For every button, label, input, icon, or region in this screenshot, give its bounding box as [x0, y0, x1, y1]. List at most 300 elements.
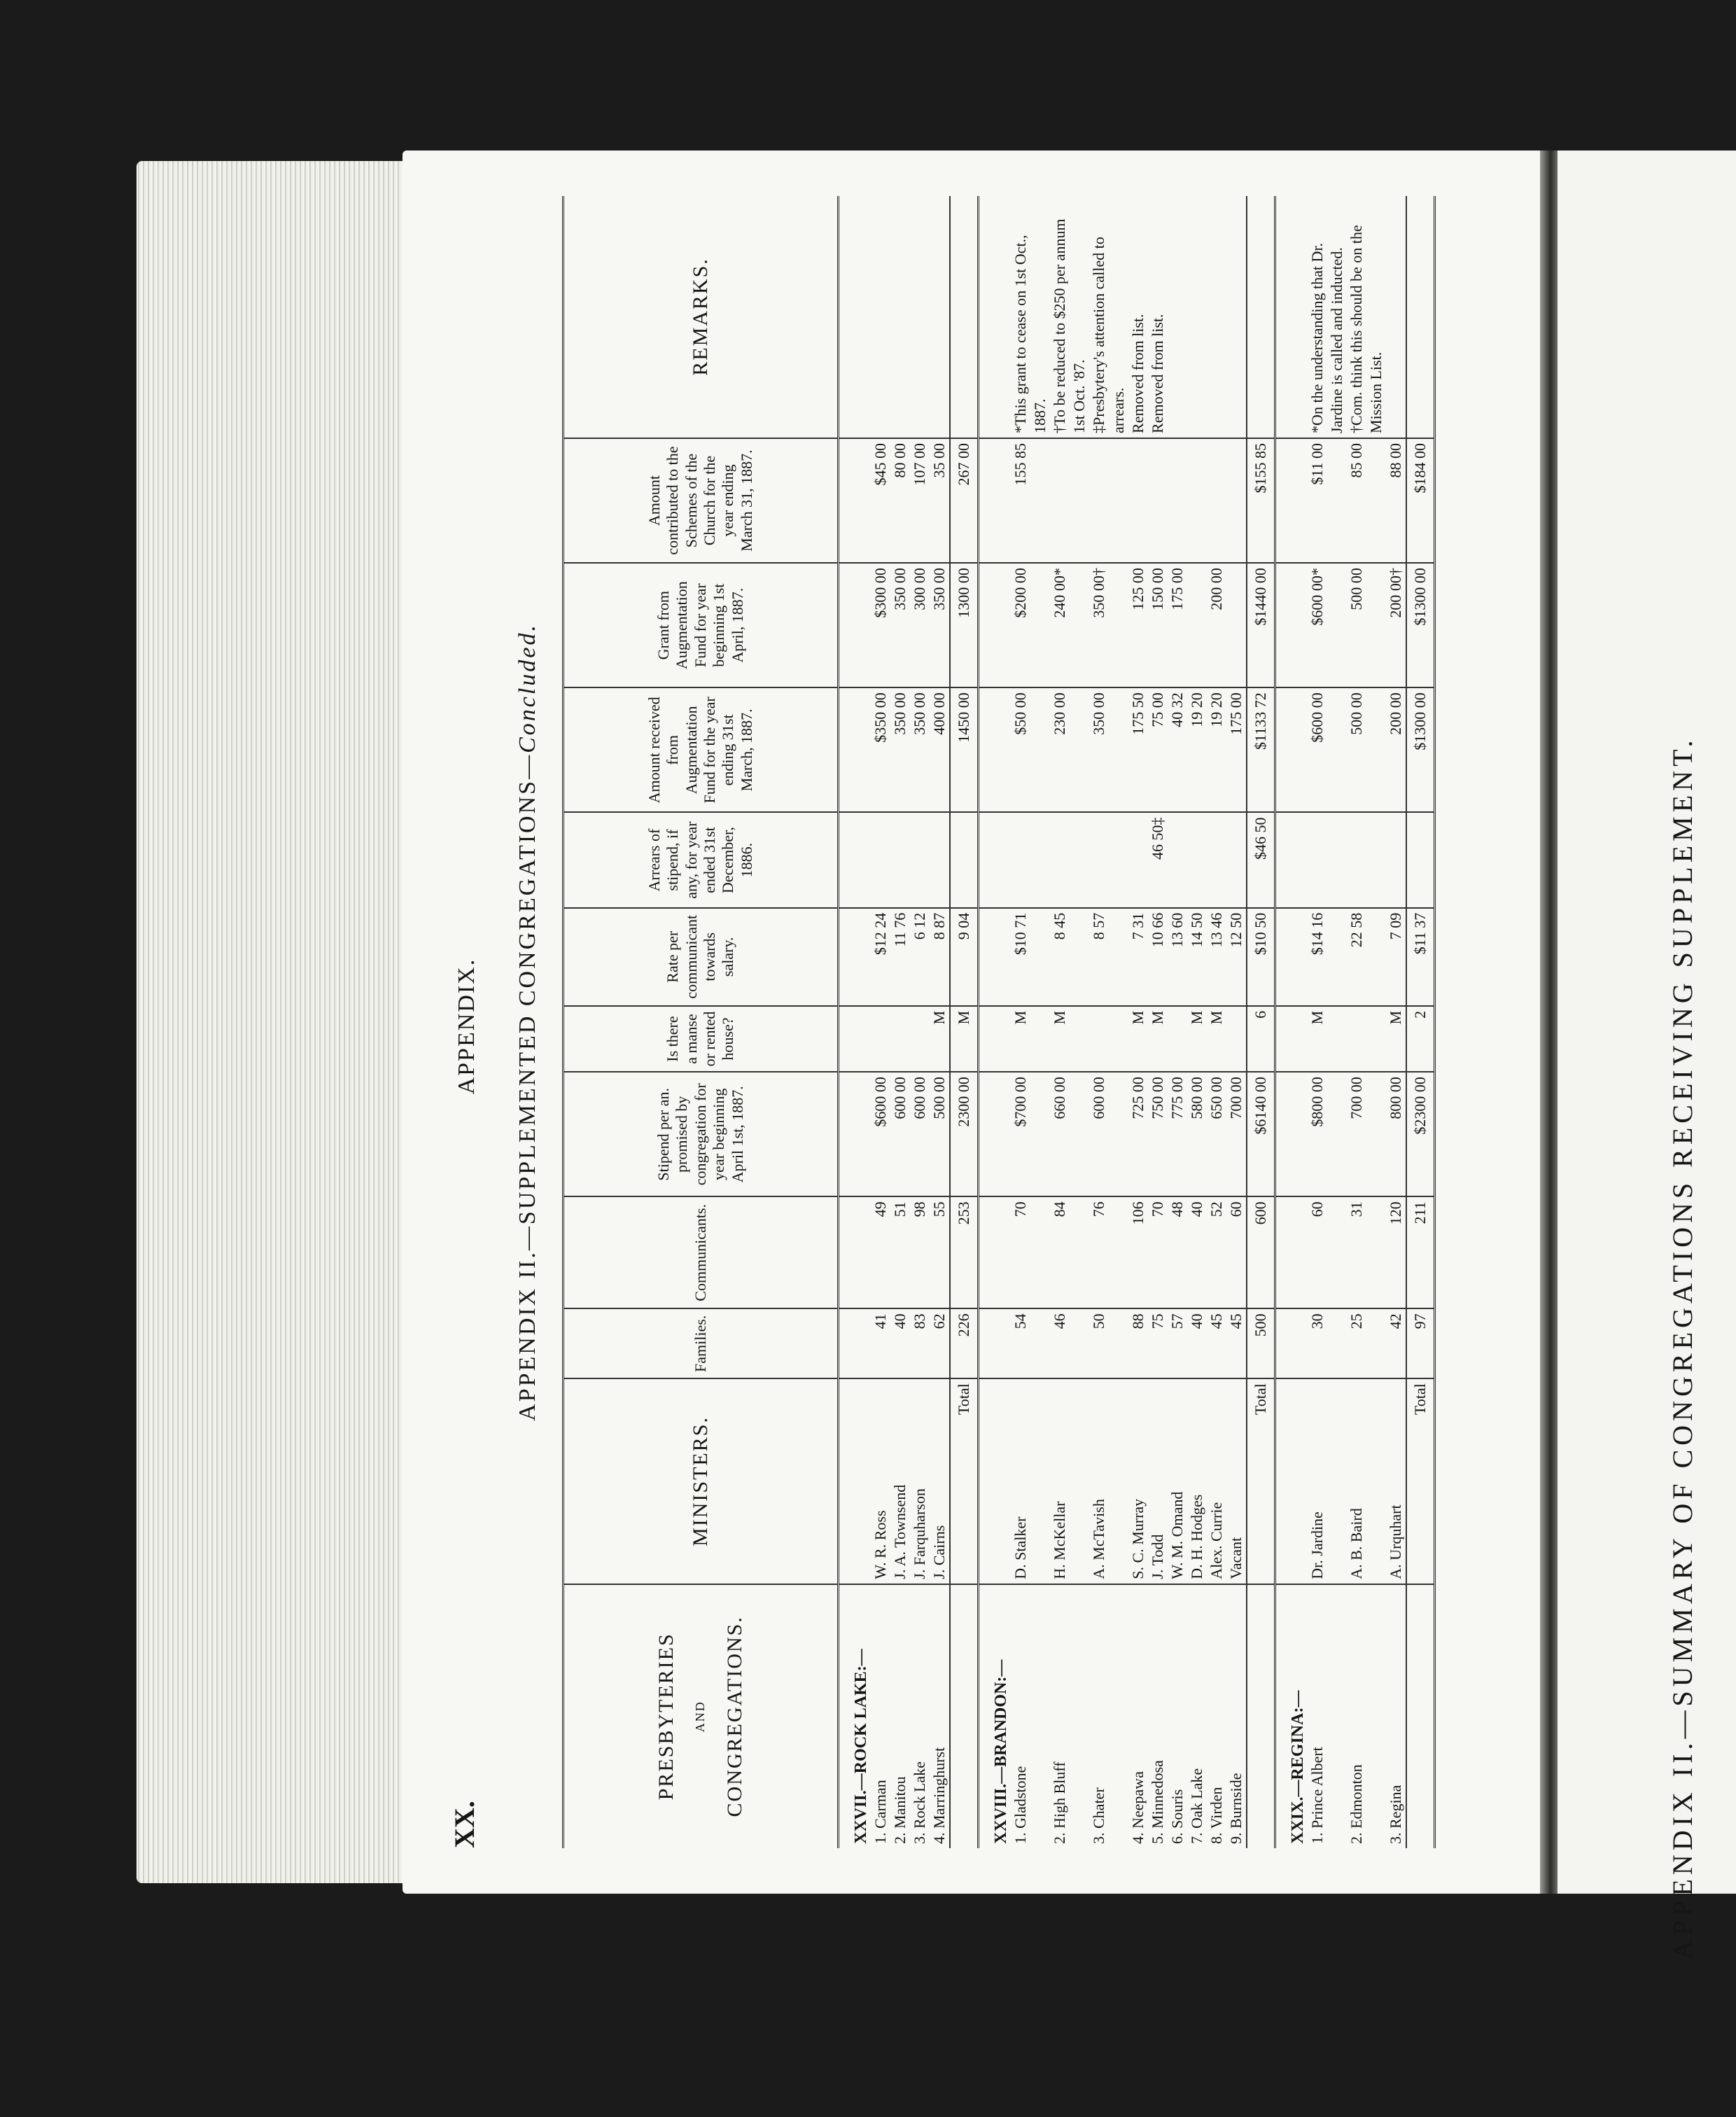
empty-cell [839, 1072, 872, 1196]
cell-communicants: 106 [1128, 1196, 1148, 1308]
total-grant: $1300 00 [1406, 563, 1435, 687]
col-manse: Is there a manse or rented house? [564, 1006, 839, 1072]
cell-contributed: 80 00 [890, 438, 910, 563]
table-row [1347, 196, 1386, 1848]
remark-cell: †To be reduced to $250 per annum 1st Oct. '87. [1050, 196, 1089, 438]
table-row [1226, 196, 1247, 1848]
col-presbyteries: PRESBYTERIES AND CONGREGATIONS. [564, 1584, 839, 1848]
cell-received: 350 00 [890, 687, 910, 812]
presbytery-heading-row [1275, 196, 1308, 1848]
empty-cell [979, 1196, 1011, 1308]
total-grant: 1300 00 [950, 563, 979, 687]
header-row [564, 196, 839, 1848]
cell-received: 200 00 [1386, 687, 1406, 812]
total-spacer [950, 1584, 979, 1848]
cell-arrears [1187, 812, 1207, 907]
remark-cell [1226, 196, 1247, 438]
cell-families: 54 [1011, 1308, 1050, 1378]
minister-name: A. B. Baird [1347, 1378, 1386, 1584]
empty-cell [839, 1196, 872, 1308]
congregation-name: 4. Neepawa [1129, 1771, 1147, 1844]
cell-arrears [910, 812, 930, 907]
cell-contributed [1128, 438, 1148, 563]
total-communicants: 600 [1247, 1196, 1275, 1308]
congregation-name: 1. Carman [872, 1780, 889, 1844]
minister-name: J. Cairns [930, 1378, 950, 1584]
total-rate: $11 37 [1406, 908, 1435, 1006]
congregation-name: 3. Chater [1090, 1787, 1107, 1844]
cell-stipend: 660 00 [1050, 1072, 1089, 1196]
total-communicants: 253 [950, 1196, 979, 1308]
total-spacer [1406, 1584, 1435, 1848]
empty-cell [839, 1006, 872, 1072]
total-row [1247, 196, 1275, 1848]
cell-stipend: $600 00 [871, 1072, 890, 1196]
empty-cell [979, 438, 1011, 563]
minister-name: A. Urquhart [1386, 1378, 1406, 1584]
empty-cell [1275, 196, 1308, 438]
cell-families: 40 [1187, 1308, 1207, 1378]
cell-arrears [1168, 812, 1187, 907]
cell-grant: $300 00 [871, 563, 890, 687]
remark-cell [871, 196, 890, 438]
cell-manse [890, 1006, 910, 1072]
empty-cell [979, 1308, 1011, 1378]
empty-cell [1275, 563, 1308, 687]
empty-cell [979, 1378, 1011, 1584]
remark-cell: †Com. think this should be on the Mission List. [1347, 196, 1386, 438]
cell-arrears [1386, 812, 1406, 907]
presbytery-heading-row [979, 196, 1011, 1848]
table-row [930, 196, 950, 1848]
total-manse: 2 [1406, 1006, 1435, 1072]
minister-name: J. Todd [1148, 1378, 1168, 1584]
minister-name: H. McKellar [1050, 1378, 1089, 1584]
col-communicants: Communicants. [564, 1196, 839, 1308]
cell-manse: M [1050, 1006, 1089, 1072]
cell-arrears [1050, 812, 1089, 907]
empty-cell [839, 1308, 872, 1378]
minister-name: A. McTavish [1089, 1378, 1128, 1584]
remark-cell: ‡Presbytery's attention called to arrears. [1089, 196, 1128, 438]
cell-stipend: $700 00 [1011, 1072, 1050, 1196]
cell-families: 45 [1207, 1308, 1226, 1378]
congregation-name: 7. Oak Lake [1188, 1768, 1205, 1844]
congregation-name: 1. Prince Albert [1308, 1747, 1326, 1844]
cell-stipend: 600 00 [1089, 1072, 1128, 1196]
cell-received: 500 00 [1347, 687, 1386, 812]
cell-manse [1168, 1006, 1187, 1072]
empty-cell [1275, 908, 1308, 1006]
cell-grant: $600 00* [1308, 563, 1347, 687]
congregation-name: 8. Virden [1208, 1787, 1225, 1844]
cell-rate: 11 76 [890, 908, 910, 1006]
cell-families: 50 [1089, 1308, 1128, 1378]
cell-contributed: 88 00 [1386, 438, 1406, 563]
total-remark-cell [1406, 196, 1435, 438]
cell-stipend: 600 00 [910, 1072, 930, 1196]
cell-rate: 13 60 [1168, 908, 1187, 1006]
cell-communicants: 76 [1089, 1196, 1128, 1308]
cell-stipend: 700 00 [1347, 1072, 1386, 1196]
cell-manse [1089, 1006, 1128, 1072]
cell-manse [871, 1006, 890, 1072]
cell-manse: M [1386, 1006, 1406, 1072]
table-row [1308, 196, 1347, 1848]
cell-grant: 125 00 [1128, 563, 1148, 687]
cell-communicants: 70 [1011, 1196, 1050, 1308]
cell-communicants: 52 [1207, 1196, 1226, 1308]
cell-grant: 240 00* [1050, 563, 1089, 687]
cell-received: 75 00 [1148, 687, 1168, 812]
cell-stipend: 650 00 [1207, 1072, 1226, 1196]
cell-manse: M [1207, 1006, 1226, 1072]
total-grant: $1440 00 [1247, 563, 1275, 687]
presbytery-heading: XXVIII.—BRANDON:— [992, 1659, 1010, 1844]
cell-received: 40 32 [1168, 687, 1187, 812]
cell-contributed: 107 00 [910, 438, 930, 563]
remark-cell [1386, 196, 1406, 438]
total-remark-cell [1247, 196, 1275, 438]
total-rate: $10 50 [1247, 908, 1275, 1006]
empty-cell [1275, 438, 1308, 563]
cell-manse: M [1128, 1006, 1148, 1072]
table-row [871, 196, 890, 1848]
minister-name: D. Stalker [1011, 1378, 1050, 1584]
page-header [448, 196, 486, 1848]
cell-grant: 200 00 [1207, 563, 1226, 687]
cell-stipend: 750 00 [1148, 1072, 1168, 1196]
table-row [1128, 196, 1148, 1848]
col-grant: Grant from Augmentation Fund for year beginning 1st April, 1887. [564, 563, 839, 687]
cell-rate: 8 57 [1089, 908, 1128, 1006]
cell-rate: 22 58 [1347, 908, 1386, 1006]
congregation-name: 4. Marringhurst [930, 1747, 948, 1844]
cell-arrears: 46 50‡ [1148, 812, 1168, 907]
cell-communicants: 40 [1187, 1196, 1207, 1308]
table-title-main: APPENDIX II.—SUPPLEMENTED CONGREGATIONS— [514, 753, 540, 1421]
cell-families: 88 [1128, 1308, 1148, 1378]
cell-arrears [930, 812, 950, 907]
cell-contributed: 35 00 [930, 438, 950, 563]
table-row [1050, 196, 1089, 1848]
cell-manse: M [1148, 1006, 1168, 1072]
cell-communicants: 84 [1050, 1196, 1089, 1308]
col-received: Amount received from Augmentation Fund for the year ending 31st March, 1887. [564, 687, 839, 812]
cell-arrears [1308, 812, 1347, 907]
total-label: Total [1247, 1378, 1275, 1584]
remark-cell [890, 196, 910, 438]
cell-grant: 350 00 [930, 563, 950, 687]
total-communicants: 211 [1406, 1196, 1435, 1308]
cell-received: 350 00 [1089, 687, 1128, 812]
cell-contributed [1050, 438, 1089, 563]
minister-name: S. C. Murray [1128, 1378, 1148, 1584]
empty-cell [979, 812, 1011, 907]
cell-communicants: 51 [890, 1196, 910, 1308]
empty-cell [839, 812, 872, 907]
col-rate: Rate per communicant towards salary. [564, 908, 839, 1006]
cell-communicants: 55 [930, 1196, 950, 1308]
remark-cell [1207, 196, 1226, 438]
cell-manse [1226, 1006, 1247, 1072]
empty-cell [839, 196, 872, 438]
cell-contributed [1148, 438, 1168, 563]
cell-families: 42 [1386, 1308, 1406, 1378]
cell-grant: $200 00 [1011, 563, 1050, 687]
cell-stipend: $800 00 [1308, 1072, 1347, 1196]
cell-stipend: 580 00 [1187, 1072, 1207, 1196]
empty-cell [839, 687, 872, 812]
empty-cell [839, 1378, 872, 1584]
cell-grant [1226, 563, 1247, 687]
empty-cell [979, 563, 1011, 687]
cell-contributed [1226, 438, 1247, 563]
total-manse: M [950, 1006, 979, 1072]
cell-arrears [890, 812, 910, 907]
cell-received: 175 50 [1128, 687, 1148, 812]
table-row [1207, 196, 1226, 1848]
col-remarks: REMARKS. [564, 196, 839, 438]
cell-arrears [1207, 812, 1226, 907]
presbytery-heading: XXVII.—ROCK LAKE:— [852, 1649, 870, 1844]
cell-families: 40 [890, 1308, 910, 1378]
col-contributed: Amount contributed to the Schemes of the Church for the year ending March 31, 1887. [564, 438, 839, 563]
total-label: Total [950, 1378, 979, 1584]
total-spacer [1247, 1584, 1275, 1848]
cell-contributed [1168, 438, 1187, 563]
cell-contributed [1089, 438, 1128, 563]
supplemented-congregations-table [562, 196, 1436, 1848]
col-arrears: Arrears of stipend, if any, for year ended 31st December, 1886. [564, 812, 839, 907]
cell-rate: 14 50 [1187, 908, 1207, 1006]
cell-received: 350 00 [910, 687, 930, 812]
cell-families: 46 [1050, 1308, 1089, 1378]
cell-grant: 350 00† [1089, 563, 1128, 687]
congregation-name: 2. Manitou [891, 1776, 909, 1844]
table-row [910, 196, 930, 1848]
table-row [890, 196, 910, 1848]
empty-cell [1275, 687, 1308, 812]
total-remark-cell [950, 196, 979, 438]
col-families: Families. [564, 1308, 839, 1378]
congregation-name: 6. Souris [1168, 1789, 1186, 1844]
rotated-table-sheet [448, 168, 1484, 1876]
presbytery-heading: XXIX.—REGINA:— [1289, 1690, 1307, 1844]
empty-cell [979, 1072, 1011, 1196]
next-table-title: APPENDIX II.—SUMMARY OF CONGREGATIONS RECEIVING SUPPLEMENT. [1667, 736, 1698, 1960]
cell-rate: 7 09 [1386, 908, 1406, 1006]
right-page [1558, 151, 1736, 1894]
cell-contributed: 155 85 [1011, 438, 1050, 563]
cell-families: 57 [1168, 1308, 1187, 1378]
cell-manse [910, 1006, 930, 1072]
cell-arrears [871, 812, 890, 907]
total-families: 500 [1247, 1308, 1275, 1378]
total-rate: 9 04 [950, 908, 979, 1006]
cell-contributed [1187, 438, 1207, 563]
cell-communicants: 70 [1148, 1196, 1168, 1308]
cell-contributed: $11 00 [1308, 438, 1347, 563]
congregation-name: 5. Minnedosa [1149, 1760, 1166, 1844]
empty-cell [1275, 1196, 1308, 1308]
minister-name: W. R. Ross [871, 1378, 890, 1584]
total-label: Total [1406, 1378, 1435, 1584]
cell-families: 25 [1347, 1308, 1386, 1378]
cell-arrears [1226, 812, 1247, 907]
cell-arrears [1128, 812, 1148, 907]
remark-cell [930, 196, 950, 438]
cell-manse: M [1187, 1006, 1207, 1072]
cell-contributed: $45 00 [871, 438, 890, 563]
total-stipend: $6140 00 [1247, 1072, 1275, 1196]
empty-cell [979, 908, 1011, 1006]
empty-cell [979, 196, 1011, 438]
cell-rate: $10 71 [1011, 908, 1050, 1006]
total-families: 97 [1406, 1308, 1435, 1378]
empty-cell [979, 1006, 1011, 1072]
table-body [839, 196, 1435, 1848]
table-title [514, 196, 541, 1848]
minister-name: Alex. Currie [1207, 1378, 1226, 1584]
total-contributed: $155 85 [1247, 438, 1275, 563]
cell-grant: 300 00 [910, 563, 930, 687]
remark-cell: Removed from list. [1128, 196, 1148, 438]
table-row [1187, 196, 1207, 1848]
cell-arrears [1089, 812, 1128, 907]
table-row [1168, 196, 1187, 1848]
minister-name: J. Farquharson [910, 1378, 930, 1584]
table-row [1089, 196, 1128, 1848]
table-row [1011, 196, 1050, 1848]
minister-name: D. H. Hodges [1187, 1378, 1207, 1584]
remark-cell [1187, 196, 1207, 438]
total-row [950, 196, 979, 1848]
presbytery-heading-row [839, 196, 872, 1848]
cell-communicants: 31 [1347, 1196, 1386, 1308]
total-contributed: $184 00 [1406, 438, 1435, 563]
cell-manse: M [930, 1006, 950, 1072]
cell-families: 62 [930, 1308, 950, 1378]
congregation-name: 9. Burnside [1227, 1773, 1245, 1844]
col-stipend: Stipend per an. promised by congregation for year beginning April 1st, 1887. [564, 1072, 839, 1196]
remark-cell: Removed from list. [1148, 196, 1168, 438]
congregation-name: 2. Edmonton [1348, 1764, 1365, 1844]
cell-received: 400 00 [930, 687, 950, 812]
cell-arrears [1347, 812, 1386, 907]
cell-communicants: 60 [1308, 1196, 1347, 1308]
table-title-suffix: Concluded. [514, 623, 540, 753]
cell-communicants: 48 [1168, 1196, 1187, 1308]
cell-rate: 10 66 [1148, 908, 1168, 1006]
remark-cell: *This grant to cease on 1st Oct., 1887. [1011, 196, 1050, 438]
minister-name: W. M. Omand [1168, 1378, 1187, 1584]
total-received: $1300 00 [1406, 687, 1435, 812]
minister-name: Vacant [1226, 1378, 1247, 1584]
cell-received: 175 00 [1226, 687, 1247, 812]
table-row [1148, 196, 1168, 1848]
page-edges [136, 161, 444, 1883]
congregation-name: 2. High Bluff [1051, 1761, 1068, 1844]
cell-grant: 150 00 [1148, 563, 1168, 687]
total-arrears [950, 812, 979, 907]
cell-manse: M [1011, 1006, 1050, 1072]
cell-received: 19 20 [1207, 687, 1226, 812]
cell-stipend: 800 00 [1386, 1072, 1406, 1196]
cell-rate: 8 87 [930, 908, 950, 1006]
folio-number: XX. [449, 1801, 480, 1848]
cell-communicants: 98 [910, 1196, 930, 1308]
remark-cell: *On the understanding that Dr. Jardine is called and inducted. [1308, 196, 1347, 438]
cell-communicants: 60 [1226, 1196, 1247, 1308]
cell-communicants: 120 [1386, 1196, 1406, 1308]
cell-grant [1187, 563, 1207, 687]
cell-stipend: 600 00 [890, 1072, 910, 1196]
cell-stipend: 775 00 [1168, 1072, 1187, 1196]
cell-contributed [1207, 438, 1226, 563]
empty-cell [1275, 1072, 1308, 1196]
cell-communicants: 49 [871, 1196, 890, 1308]
remark-cell [910, 196, 930, 438]
cell-rate: 13 46 [1207, 908, 1226, 1006]
empty-cell [839, 563, 872, 687]
col-ministers: MINISTERS. [564, 1378, 839, 1584]
cell-families: 30 [1308, 1308, 1347, 1378]
empty-cell [1275, 812, 1308, 907]
cell-rate: 12 50 [1226, 908, 1247, 1006]
cell-grant: 175 00 [1168, 563, 1187, 687]
congregation-name: 3. Regina [1387, 1784, 1404, 1844]
cell-families: 41 [871, 1308, 890, 1378]
remark-cell [1168, 196, 1187, 438]
empty-cell [1275, 1378, 1308, 1584]
cell-rate: 6 12 [910, 908, 930, 1006]
cell-received: $50 00 [1011, 687, 1050, 812]
empty-cell [1275, 1006, 1308, 1072]
empty-cell [839, 438, 872, 563]
cell-rate: 8 45 [1050, 908, 1089, 1006]
cell-rate: 7 31 [1128, 908, 1148, 1006]
cell-received: $350 00 [871, 687, 890, 812]
cell-received: 230 00 [1050, 687, 1089, 812]
cell-stipend: 500 00 [930, 1072, 950, 1196]
cell-grant: 500 00 [1347, 563, 1386, 687]
empty-cell [1275, 1308, 1308, 1378]
total-families: 226 [950, 1308, 979, 1378]
minister-name: J. A. Townsend [890, 1378, 910, 1584]
total-row [1406, 196, 1435, 1848]
minister-name: Dr. Jardine [1308, 1378, 1347, 1584]
total-stipend: 2300 00 [950, 1072, 979, 1196]
congregation-name: 1. Gladstone [1011, 1766, 1029, 1844]
cell-manse: M [1308, 1006, 1347, 1072]
total-arrears [1406, 812, 1435, 907]
cell-received: $600 00 [1308, 687, 1347, 812]
cell-rate: $12 24 [871, 908, 890, 1006]
cell-arrears [1011, 812, 1050, 907]
cell-families: 75 [1148, 1308, 1168, 1378]
empty-cell [979, 687, 1011, 812]
cell-stipend: 725 00 [1128, 1072, 1148, 1196]
total-arrears: $46 50 [1247, 812, 1275, 907]
table-row [1386, 196, 1406, 1848]
cell-stipend: 700 00 [1226, 1072, 1247, 1196]
total-stipend: $2300 00 [1406, 1072, 1435, 1196]
cell-families: 83 [910, 1308, 930, 1378]
total-received: 1450 00 [950, 687, 979, 812]
cell-grant: 350 00 [890, 563, 910, 687]
cell-grant: 200 00† [1386, 563, 1406, 687]
